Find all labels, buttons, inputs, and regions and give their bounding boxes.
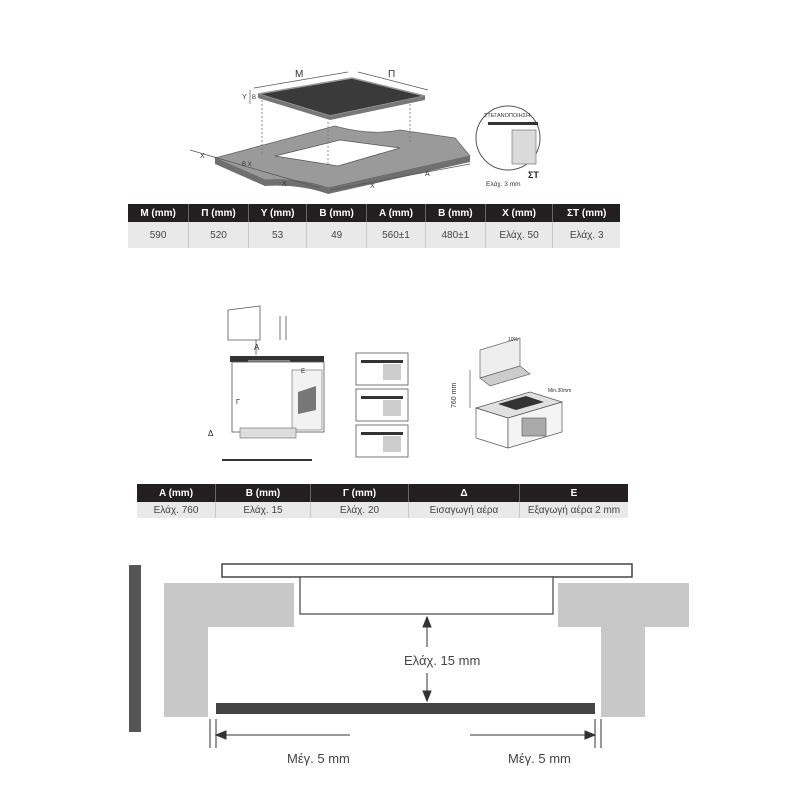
value-cell: 53 <box>248 222 306 248</box>
hob-body <box>300 577 553 614</box>
dim-label-x-left: X <box>200 153 205 160</box>
header-cell: E <box>520 484 629 502</box>
value-cell: 480±1 <box>426 222 486 248</box>
header-cell: A (mm) <box>366 204 425 222</box>
hob-top-plate <box>222 564 632 577</box>
label-min30mm: Min.30mm <box>548 388 572 394</box>
value-cell: 590 <box>128 222 189 248</box>
header-cell: ΣΤ (mm) <box>553 204 620 222</box>
header-cell: M (mm) <box>128 204 189 222</box>
dim-label-b-small: B <box>252 95 257 101</box>
label-760mm: 760 mm <box>451 382 458 408</box>
seal-label: ΣΤΕΓΑΝΟΠΟΙΗΣΗ <box>484 113 530 119</box>
value-cell: Ελάχ. 15 <box>216 502 311 518</box>
cabinet-section-diagram <box>200 300 330 465</box>
max5-left-label: Μέγ. 5 mm <box>287 751 350 766</box>
worktop <box>215 126 470 194</box>
header-cell: Π (mm) <box>189 204 249 222</box>
header-cell: B (mm) <box>307 204 367 222</box>
hob-dimensions-table <box>128 204 620 248</box>
dim-label-x-bottom-right: X <box>370 183 375 190</box>
value-cell: Ελάχ. 50 <box>485 222 553 248</box>
dim-label-x-bottom: X <box>282 181 287 188</box>
table-header-row <box>128 204 620 222</box>
header-cell: Δ <box>409 484 520 502</box>
vent-section-details <box>355 352 410 460</box>
table-row <box>128 222 620 248</box>
value-cell: Ελάχ. 3 <box>553 222 620 248</box>
dim-label-y: Y <box>242 94 247 101</box>
value-cell: Ελάχ. 20 <box>311 502 409 518</box>
cabinet-clearance-table <box>137 484 628 518</box>
header-cell: Γ (mm) <box>311 484 409 502</box>
min15-label: Ελάχ. 15 mm <box>404 653 481 668</box>
dim-label-m: M <box>295 69 304 80</box>
label-g: Γ <box>236 399 240 406</box>
value-cell: Ελάχ. 760 <box>137 502 216 518</box>
value-cell: Εισαγωγή αέρα <box>409 502 520 518</box>
cabinet-3d-diagram <box>440 330 580 455</box>
wall-bar <box>129 565 141 732</box>
label-a: A <box>254 343 260 352</box>
right-cabinet-side <box>558 583 689 717</box>
max5-right-label: Μέγ. 5 mm <box>508 751 571 766</box>
value-cell: 560±1 <box>366 222 425 248</box>
value-cell: 49 <box>307 222 367 248</box>
header-cell: B (mm) <box>216 484 311 502</box>
dim-label-bx: B X <box>242 162 252 168</box>
bottom-clearance-diagram <box>0 555 800 770</box>
header-cell: A (mm) <box>137 484 216 502</box>
header-cell: Y (mm) <box>248 204 306 222</box>
table-row <box>137 502 628 518</box>
dim-label-p: Π <box>388 69 396 80</box>
value-cell: Εξαγωγή αέρα 2 mm <box>520 502 629 518</box>
min3-label: Ελάχ. 3 mm <box>486 181 521 188</box>
label-d: Δ <box>208 429 214 438</box>
label-e: E <box>301 369 306 375</box>
sealing-detail <box>470 102 555 192</box>
header-cell: X (mm) <box>485 204 553 222</box>
st-label: ΣΤ <box>528 170 539 180</box>
table-header-row <box>137 484 628 502</box>
header-cell: B (mm) <box>426 204 486 222</box>
left-cabinet-side <box>164 583 294 717</box>
hob-plate <box>258 78 425 120</box>
label-10pct: 10% <box>508 337 519 343</box>
separator-panel <box>216 703 595 714</box>
horizontal-dimension-lines <box>210 719 601 748</box>
value-cell: 520 <box>189 222 249 248</box>
dim-label-a: A <box>425 171 430 178</box>
